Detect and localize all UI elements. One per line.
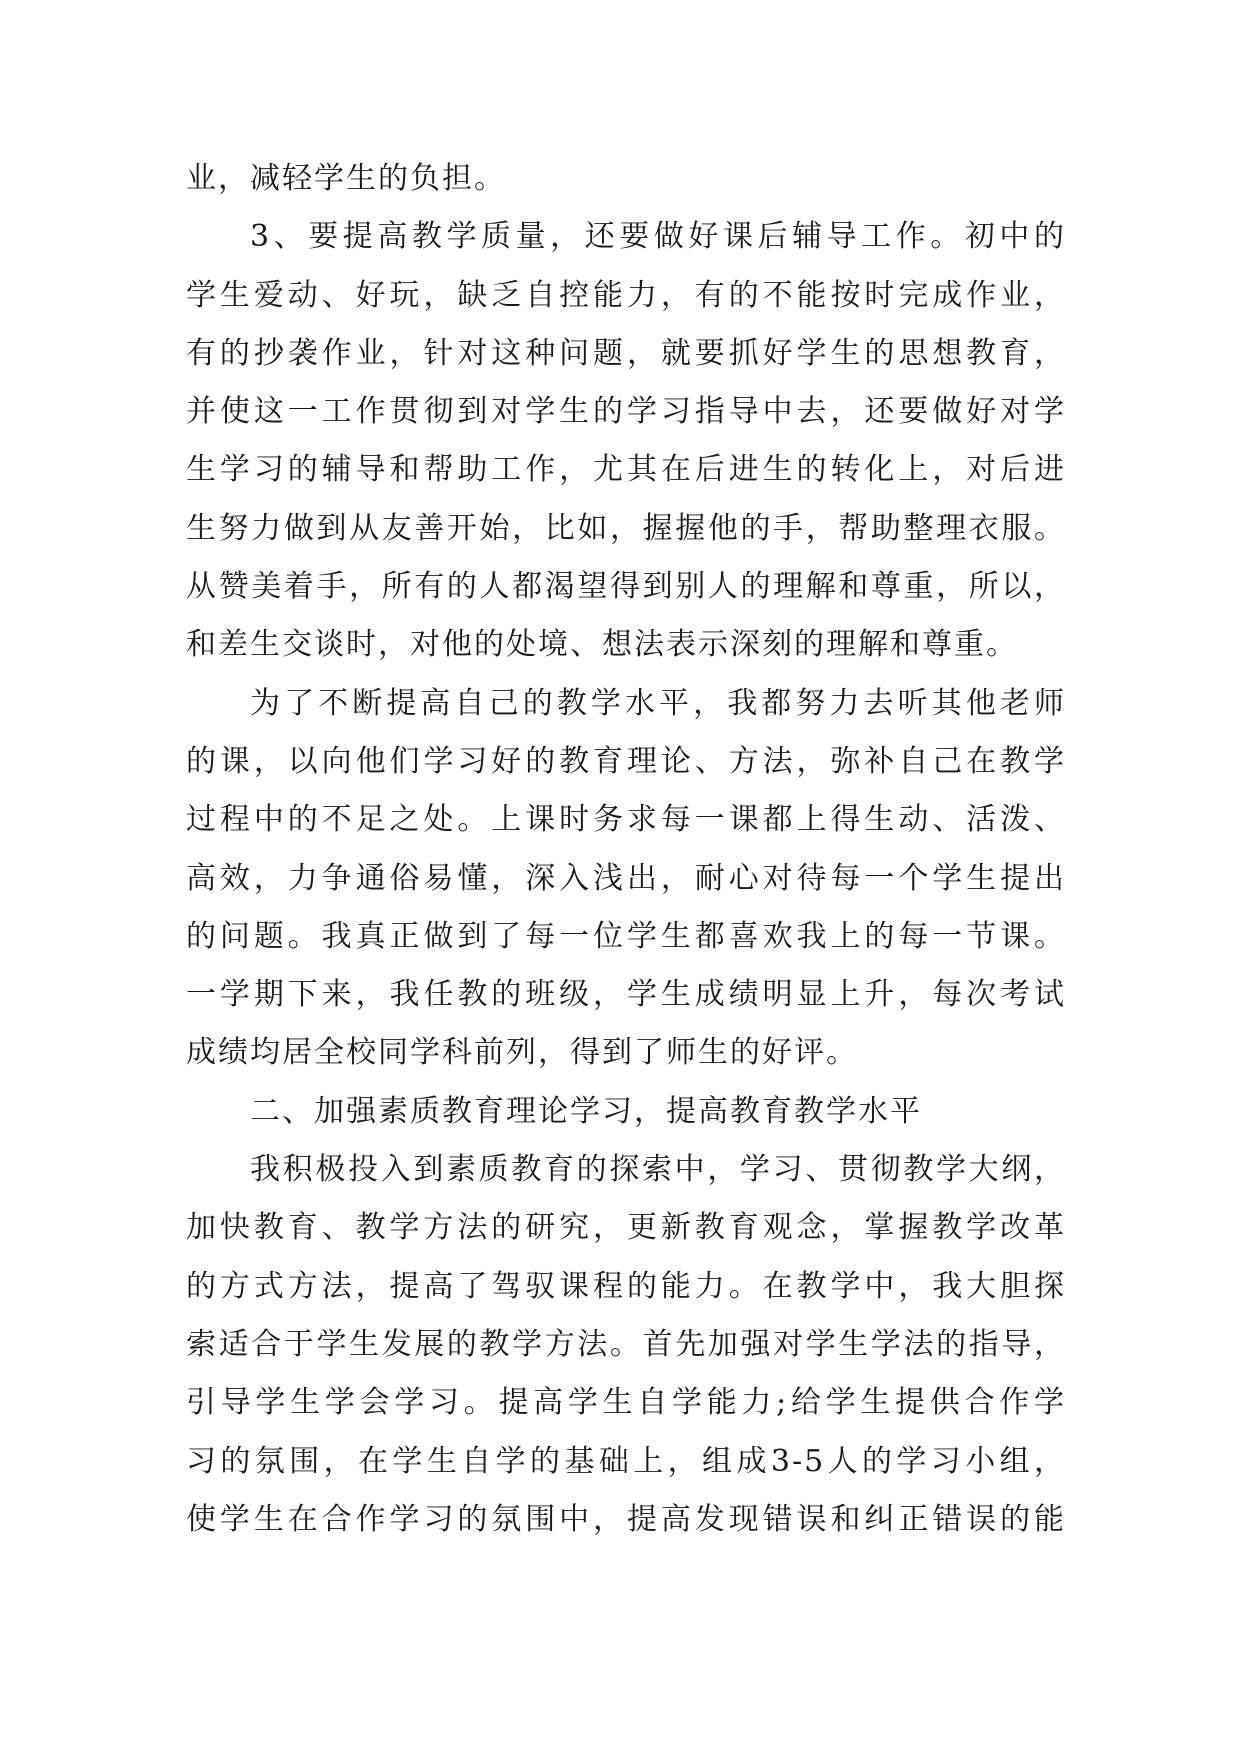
text-line: 习的氛围，在学生自学的基础上，组成3-5人的学习小组， bbox=[186, 1443, 1066, 1479]
text-line: 学生爱动、好玩，缺乏自控能力，有的不能按时完成作业， bbox=[186, 277, 1066, 313]
text-line: 加快教育、教学方法的研究，更新教育观念，掌握教学改革 bbox=[186, 1210, 1066, 1246]
section-heading: 二、加强素质教育理论学习，提高教育教学水平 bbox=[250, 1093, 922, 1129]
text-line: 使学生在合作学习的氛围中，提高发现错误和纠正错误的能 bbox=[186, 1501, 1066, 1537]
text-line: 为了不断提高自己的教学水平，我都努力去听其他老师 bbox=[250, 685, 1066, 721]
text-line: 的课，以向他们学习好的教育理论、方法，弥补自己在教学 bbox=[186, 743, 1066, 779]
text-line: 生学习的辅导和帮助工作，尤其在后进生的转化上，对后进 bbox=[186, 452, 1066, 488]
text-line: 和差生交谈时，对他的处境、想法表示深刻的理解和尊重。 bbox=[186, 627, 1018, 663]
text-line: 一学期下来，我任教的班级，学生成绩明显上升，每次考试 bbox=[186, 977, 1066, 1013]
text-line: 成绩均居全校同学科前列，得到了师生的好评。 bbox=[186, 1035, 858, 1071]
text-line: 的问题。我真正做到了每一位学生都喜欢我上的每一节课。 bbox=[186, 918, 1066, 954]
text-line: 引导学生学会学习。提高学生自学能力;给学生提供合作学 bbox=[186, 1385, 1066, 1421]
text-line: 我积极投入到素质教育的探索中，学习、贯彻教学大纲， bbox=[250, 1152, 1066, 1188]
text-line: 并使这一工作贯彻到对学生的学习指导中去，还要做好对学 bbox=[186, 394, 1066, 430]
text-line: 索适合于学生发展的教学方法。首先加强对学生学法的指导， bbox=[186, 1326, 1066, 1362]
text-line: 从赞美着手，所有的人都渴望得到别人的理解和尊重，所以， bbox=[186, 569, 1066, 605]
text-line: 3、要提高教学质量，还要做好课后辅导工作。初中的 bbox=[250, 219, 1066, 255]
text-line: 过程中的不足之处。上课时务求每一课都上得生动、活泼、 bbox=[186, 802, 1066, 838]
body-text bbox=[186, 150, 1066, 1549]
text-line: 业，减轻学生的负担。 bbox=[186, 161, 506, 196]
text-line: 的方式方法，提高了驾驭课程的能力。在教学中，我大胆探 bbox=[186, 1268, 1066, 1304]
text-line: 有的抄袭作业，针对这种问题，就要抓好学生的思想教育， bbox=[186, 335, 1066, 371]
text-line: 生努力做到从友善开始，比如，握握他的手，帮助整理衣服。 bbox=[186, 510, 1066, 546]
text-line: 高效，力争通俗易懂，深入浅出，耐心对待每一个学生提出 bbox=[186, 860, 1066, 896]
